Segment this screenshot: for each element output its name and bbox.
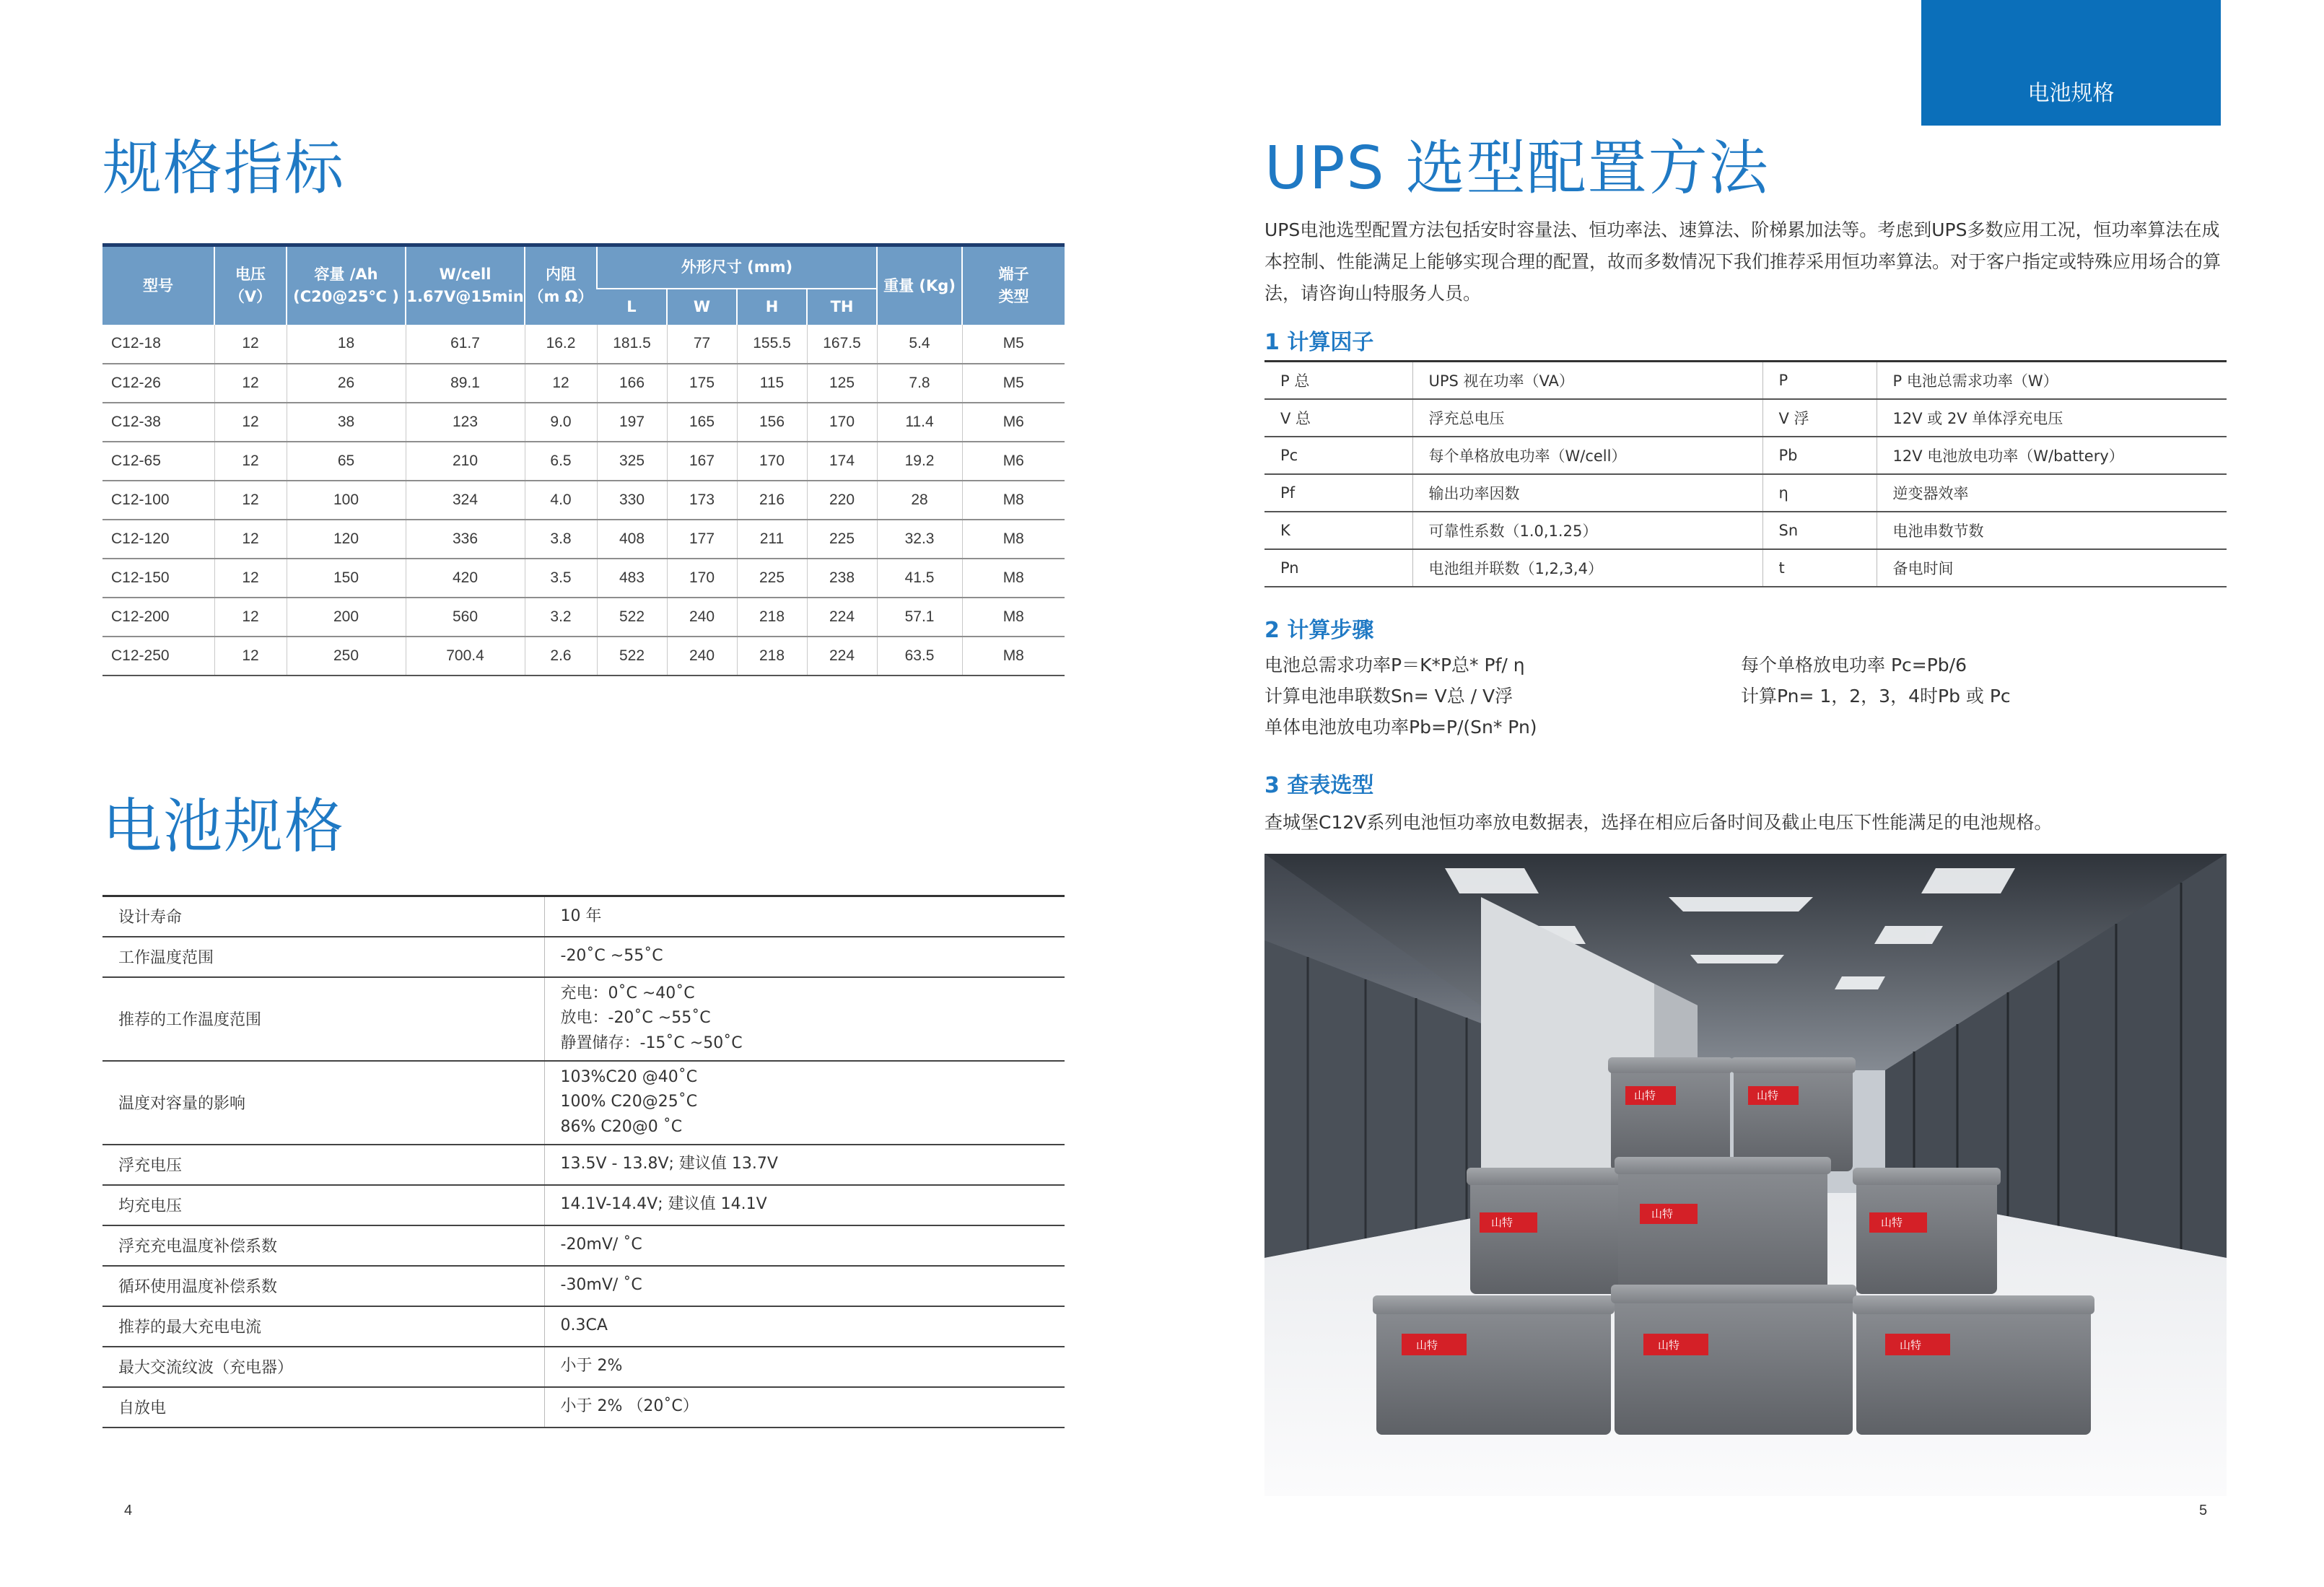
spec-cell: C12-150 — [102, 559, 214, 598]
battery-spec-label: 推荐的工作温度范围 — [102, 977, 544, 1061]
battery-spec-row — [102, 1387, 1065, 1428]
spec-cell: 197 — [597, 403, 667, 442]
spec-cell: 220 — [807, 481, 877, 520]
battery-spec-label: 自放电 — [102, 1387, 544, 1428]
factor-row — [1264, 362, 2227, 399]
factor-cell: Pf — [1264, 474, 1412, 512]
spec-cell: 89.1 — [406, 364, 525, 403]
spec-cell: 65 — [287, 442, 406, 481]
battery-spec-row — [102, 1061, 1065, 1145]
spec-cell: 240 — [667, 598, 737, 637]
step-line: 计算Pn= 1，2，3，4时Pb 或 Pc — [1741, 686, 2011, 707]
spec-cell: 4.0 — [525, 481, 597, 520]
battery-spec-value: -20˚C ~55˚C — [544, 937, 1065, 977]
header-dimensions: 外形尺寸 (mm) — [597, 245, 877, 289]
steps-left-column — [1264, 650, 1537, 743]
header-model: 型号 — [102, 245, 214, 325]
spec-cell: 225 — [737, 559, 807, 598]
spec-cell: 167.5 — [807, 325, 877, 364]
battery-spec-value-line: 86% C20@0 ˚C — [560, 1117, 683, 1136]
product-photo — [1264, 854, 2227, 1496]
spec-cell: 57.1 — [877, 598, 962, 637]
spec-cell: 7.8 — [877, 364, 962, 403]
factor-cell: 备电时间 — [1877, 549, 2227, 587]
spec-cell: 250 — [287, 637, 406, 676]
spec-cell: 420 — [406, 559, 525, 598]
battery-spec-row — [102, 937, 1065, 977]
factor-cell: 12V 或 2V 单体浮充电压 — [1877, 399, 2227, 437]
spec-cell: M5 — [962, 364, 1065, 403]
spec-cell: 12 — [214, 442, 287, 481]
spec-cell: 150 — [287, 559, 406, 598]
header-dim-l: L — [597, 289, 667, 325]
battery-spec-value: 小于 2% （20˚C） — [544, 1387, 1065, 1428]
spec-cell: 28 — [877, 481, 962, 520]
header-capacity: 容量 /Ah (C20@25℃ ) — [287, 245, 406, 325]
spec-cell: 210 — [406, 442, 525, 481]
spec-cell: 12 — [214, 520, 287, 559]
spec-cell: 100 — [287, 481, 406, 520]
factor-cell: P 电池总需求功率（W） — [1877, 362, 2227, 399]
factor-cell: 电池组并联数（1,2,3,4） — [1412, 549, 1762, 587]
spec-cell: 324 — [406, 481, 525, 520]
spec-cell: 26 — [287, 364, 406, 403]
factor-cell: Pb — [1762, 437, 1877, 474]
battery-brand-text: 山特 — [1651, 1207, 1674, 1220]
spec-cell: 11.4 — [877, 403, 962, 442]
header-dim-w: W — [667, 289, 737, 325]
spec-cell: 61.7 — [406, 325, 525, 364]
spec-cell: C12-120 — [102, 520, 214, 559]
spec-cell: 522 — [597, 598, 667, 637]
steps-right-column — [1741, 650, 2011, 712]
spec-cell: 167 — [667, 442, 737, 481]
spec-cell: 12 — [214, 325, 287, 364]
header-dim-h: H — [737, 289, 807, 325]
factor-cell: UPS 视在功率（VA） — [1412, 362, 1762, 399]
spec-cell: 18 — [287, 325, 406, 364]
section-1-title: 1 计算因子 — [1264, 330, 1374, 355]
factor-cell: 12V 电池放电功率（W/battery） — [1877, 437, 2227, 474]
spec-cell: 115 — [737, 364, 807, 403]
battery-spec-value — [544, 977, 1065, 1061]
battery-brand-text: 山特 — [1416, 1339, 1438, 1352]
spec-title: 规格指标 — [102, 134, 346, 203]
battery-spec-label: 工作温度范围 — [102, 937, 544, 977]
spec-cell: 560 — [406, 598, 525, 637]
section-3-title: 3 查表选型 — [1264, 773, 1374, 798]
spec-cell: 12 — [214, 637, 287, 676]
spec-cell: M6 — [962, 403, 1065, 442]
factor-cell: P — [1762, 362, 1877, 399]
factor-cell: P 总 — [1264, 362, 1412, 399]
battery-brand-text: 山特 — [1634, 1089, 1656, 1102]
spec-cell: 170 — [737, 442, 807, 481]
battery-title: 电池规格 — [102, 792, 346, 861]
spec-cell: 177 — [667, 520, 737, 559]
spec-cell: M8 — [962, 481, 1065, 520]
battery-spec-value: 小于 2% — [544, 1347, 1065, 1387]
factor-cell: Pc — [1264, 437, 1412, 474]
battery-spec-table — [102, 895, 1065, 1428]
spec-cell: 3.5 — [525, 559, 597, 598]
spec-row — [102, 598, 1065, 637]
spec-cell: M6 — [962, 442, 1065, 481]
battery-spec-row — [102, 1347, 1065, 1387]
spec-row — [102, 481, 1065, 520]
spec-cell: M8 — [962, 637, 1065, 676]
battery-spec-label: 循环使用温度补偿系数 — [102, 1266, 544, 1306]
spec-cell: 218 — [737, 598, 807, 637]
spec-cell: C12-26 — [102, 364, 214, 403]
factor-cell: V 总 — [1264, 399, 1412, 437]
battery-brand-text: 山特 — [1491, 1216, 1513, 1229]
battery-spec-row — [102, 1185, 1065, 1225]
factor-cell: 可靠性系数（1.0,1.25） — [1412, 512, 1762, 549]
battery-spec-label: 设计寿命 — [102, 896, 544, 937]
battery-spec-value: 10 年 — [544, 896, 1065, 937]
section-tab — [1921, 0, 2221, 126]
spec-cell: 218 — [737, 637, 807, 676]
spec-cell: 330 — [597, 481, 667, 520]
battery-spec-value-line: 103%C20 @40˚C — [560, 1068, 698, 1087]
spec-cell: 5.4 — [877, 325, 962, 364]
intro-paragraph: UPS电池选型配置方法包括安时容量法、恒功率法、速算法、阶梯累加法等。考虑到UPS多数应用工况，恒功率算法在成本控制、性能满足上能够实现合理的配置，故而多数情况下我们推荐采用恒功率算法。对于客户指定或特殊应用场合的算法，请咨询山特服务人员。 — [1264, 219, 2222, 304]
spec-cell: 3.8 — [525, 520, 597, 559]
spec-cell: 77 — [667, 325, 737, 364]
factor-cell: Pn — [1264, 549, 1412, 587]
spec-row — [102, 520, 1065, 559]
spec-cell: 240 — [667, 637, 737, 676]
battery-spec-row — [102, 896, 1065, 937]
spec-cell: 12 — [214, 559, 287, 598]
factor-row — [1264, 512, 2227, 549]
battery-spec-value-line: 充电：0˚C ~40˚C — [560, 984, 695, 1003]
step-line: 电池总需求功率P＝K*P总* Pf/ η — [1264, 655, 1525, 676]
spec-cell: 225 — [807, 520, 877, 559]
spec-cell: 224 — [807, 637, 877, 676]
spec-cell: 3.2 — [525, 598, 597, 637]
spec-cell: 483 — [597, 559, 667, 598]
spec-cell: 12 — [214, 598, 287, 637]
spec-cell: 181.5 — [597, 325, 667, 364]
factor-table — [1264, 360, 2227, 587]
spec-cell: M8 — [962, 520, 1065, 559]
spec-cell: 522 — [597, 637, 667, 676]
battery-spec-value: -30mV/ ˚C — [544, 1266, 1065, 1306]
spec-cell: C12-38 — [102, 403, 214, 442]
spec-row — [102, 403, 1065, 442]
battery-spec-row — [102, 1266, 1065, 1306]
spec-cell: 16.2 — [525, 325, 597, 364]
battery-spec-row — [102, 1145, 1065, 1185]
battery-spec-value — [544, 1061, 1065, 1145]
spec-cell: C12-65 — [102, 442, 214, 481]
spec-cell: 9.0 — [525, 403, 597, 442]
spec-cell: 6.5 — [525, 442, 597, 481]
battery-spec-value-line: 100% C20@25˚C — [560, 1093, 698, 1111]
factor-cell: t — [1762, 549, 1877, 587]
battery-brand-text: 山特 — [1757, 1089, 1779, 1102]
spec-cell: 2.6 — [525, 637, 597, 676]
battery-spec-label: 浮充电压 — [102, 1145, 544, 1185]
lookup-text: 查城堡C12V系列电池恒功率放电数据表，选择在相应后备时间及截止电压下性能满足的电池规格。 — [1264, 812, 2053, 833]
spec-cell: M8 — [962, 559, 1065, 598]
battery-brand-text: 山特 — [1900, 1339, 1922, 1352]
spec-cell: 170 — [807, 403, 877, 442]
factor-cell: 每个单格放电功率（W/cell） — [1412, 437, 1762, 474]
spec-row — [102, 364, 1065, 403]
spec-cell: 174 — [807, 442, 877, 481]
header-terminal: 端子 类型 — [962, 245, 1065, 325]
spec-cell: M5 — [962, 325, 1065, 364]
factor-cell: 逆变器效率 — [1877, 474, 2227, 512]
page-number-left: 4 — [124, 1503, 133, 1518]
spec-cell: M8 — [962, 598, 1065, 637]
spec-cell: 238 — [807, 559, 877, 598]
factor-cell: K — [1264, 512, 1412, 549]
spec-cell: 175 — [667, 364, 737, 403]
section-2-title: 2 计算步骤 — [1264, 618, 1374, 643]
battery-brand-text: 山特 — [1881, 1216, 1903, 1229]
spec-cell: 166 — [597, 364, 667, 403]
spec-cell: 19.2 — [877, 442, 962, 481]
battery-spec-value: -20mV/ ˚C — [544, 1225, 1065, 1266]
step-line: 单体电池放电功率Pb=P/(Sn* Pn) — [1264, 717, 1537, 738]
factor-cell: V 浮 — [1762, 399, 1877, 437]
spec-cell: 336 — [406, 520, 525, 559]
header-resistance: 内阻 （m Ω） — [525, 245, 597, 325]
step-line: 每个单格放电功率 Pc=Pb/6 — [1741, 655, 1967, 676]
spec-cell: 123 — [406, 403, 525, 442]
spec-cell: 12 — [525, 364, 597, 403]
spec-cell: C12-18 — [102, 325, 214, 364]
battery-spec-row — [102, 1225, 1065, 1266]
battery-spec-label: 浮充充电温度补偿系数 — [102, 1225, 544, 1266]
header-weight: 重量 (Kg) — [877, 245, 962, 325]
spec-cell: 12 — [214, 481, 287, 520]
factor-cell: 电池串数节数 — [1877, 512, 2227, 549]
spec-cell: 170 — [667, 559, 737, 598]
spec-cell: 173 — [667, 481, 737, 520]
factor-row — [1264, 474, 2227, 512]
battery-spec-value: 0.3CA — [544, 1306, 1065, 1347]
spec-cell: 41.5 — [877, 559, 962, 598]
step-line: 计算电池串联数Sn= V总 / V浮 — [1264, 686, 1513, 707]
battery-spec-row — [102, 977, 1065, 1061]
spec-row — [102, 325, 1065, 364]
spec-row — [102, 637, 1065, 676]
factor-cell: Sn — [1762, 512, 1877, 549]
battery-spec-label: 最大交流纹波（充电器） — [102, 1347, 544, 1387]
battery-spec-value-line: 放电：-20˚C ~55˚C — [560, 1009, 711, 1028]
spec-cell: 211 — [737, 520, 807, 559]
spec-cell: C12-100 — [102, 481, 214, 520]
factor-cell: 浮充总电压 — [1412, 399, 1762, 437]
battery-spec-label: 推荐的最大充电电流 — [102, 1306, 544, 1347]
battery-spec-row — [102, 1306, 1065, 1347]
factor-row — [1264, 549, 2227, 587]
factor-cell: 输出功率因数 — [1412, 474, 1762, 512]
spec-cell: 224 — [807, 598, 877, 637]
spec-cell: 155.5 — [737, 325, 807, 364]
datacenter-illustration — [1264, 854, 2227, 1496]
spec-row — [102, 442, 1065, 481]
factor-row — [1264, 399, 2227, 437]
battery-brand-text: 山特 — [1658, 1339, 1680, 1352]
spec-cell: 125 — [807, 364, 877, 403]
battery-spec-value: 14.1V-14.4V; 建议值 14.1V — [544, 1185, 1065, 1225]
header-dim-th: TH — [807, 289, 877, 325]
ups-title: UPS 选型配置方法 — [1264, 134, 1770, 203]
spec-cell: 700.4 — [406, 637, 525, 676]
spec-cell: 32.3 — [877, 520, 962, 559]
spec-cell: 12 — [214, 364, 287, 403]
spec-cell: 156 — [737, 403, 807, 442]
battery-spec-value: 13.5V - 13.8V; 建议值 13.7V — [544, 1145, 1065, 1185]
header-wcell: W/cell 1.67V@15min — [406, 245, 525, 325]
section-tab-label: 电池规格 — [2027, 81, 2115, 106]
factor-cell: η — [1762, 474, 1877, 512]
spec-cell: 38 — [287, 403, 406, 442]
battery-spec-label: 均充电压 — [102, 1185, 544, 1225]
spec-cell: 165 — [667, 403, 737, 442]
spec-cell: C12-250 — [102, 637, 214, 676]
page-number-right: 5 — [2199, 1503, 2208, 1518]
spec-cell: 63.5 — [877, 637, 962, 676]
factor-row — [1264, 437, 2227, 474]
spec-cell: 120 — [287, 520, 406, 559]
battery-spec-value-line: 静置储存：-15˚C ~50˚C — [560, 1033, 743, 1052]
spec-cell: C12-200 — [102, 598, 214, 637]
spec-cell: 200 — [287, 598, 406, 637]
spec-cell: 216 — [737, 481, 807, 520]
spec-cell: 408 — [597, 520, 667, 559]
spec-row — [102, 559, 1065, 598]
spec-cell: 12 — [214, 403, 287, 442]
spec-table — [102, 243, 1065, 676]
header-voltage: 电压 （V） — [214, 245, 287, 325]
battery-spec-label: 温度对容量的影响 — [102, 1061, 544, 1145]
spec-cell: 325 — [597, 442, 667, 481]
